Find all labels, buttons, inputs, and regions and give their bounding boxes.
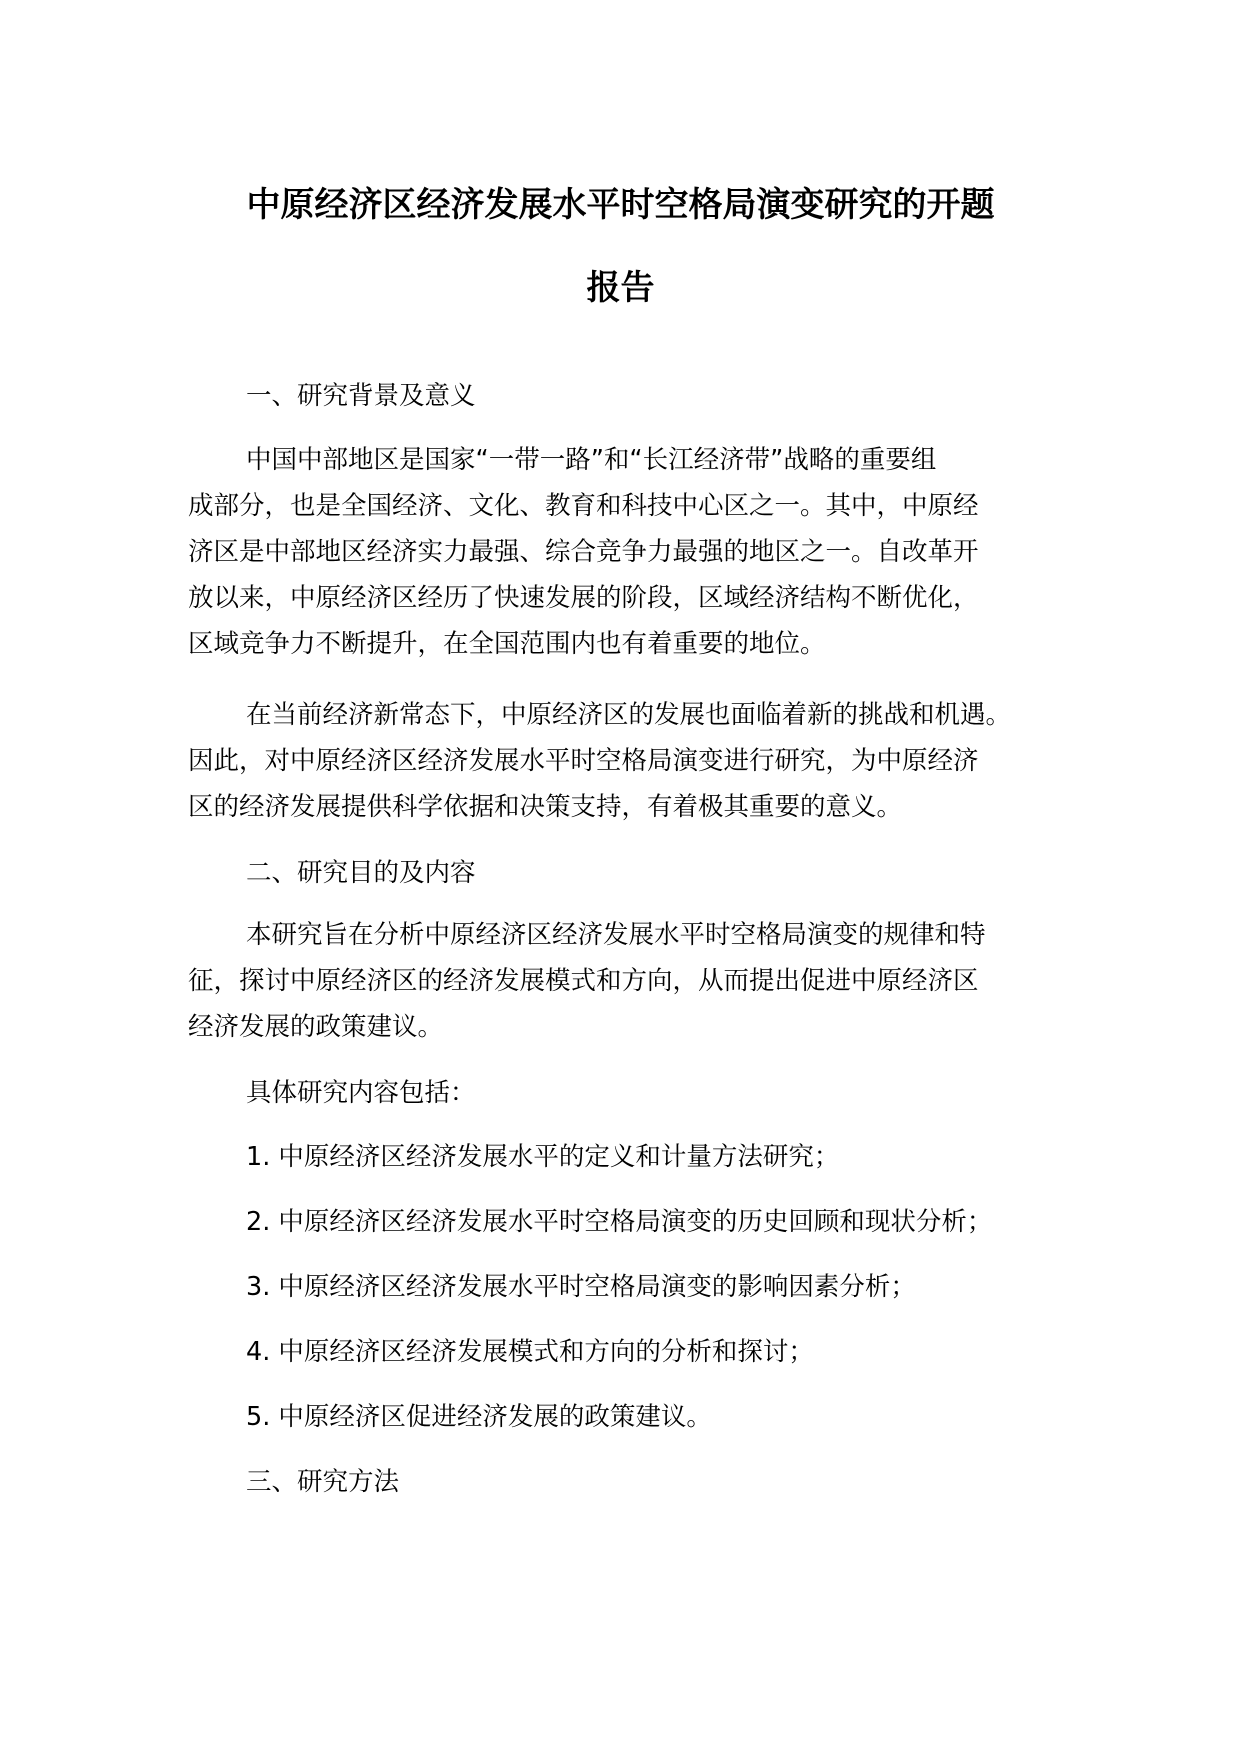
section-2-heading: 二、研究目的及内容 xyxy=(246,858,476,888)
paragraph-line: 放以来，中原经济区经历了快速发展的阶段，区域经济结构不断优化， xyxy=(188,583,979,613)
list-item: 3. 中原经济区经济发展水平时空格局演变的影响因素分析； xyxy=(246,1272,916,1302)
paragraph-line: 在当前经济新常态下，中原经济区的发展也面临着新的挑战和机遇。 xyxy=(246,700,1012,730)
paragraph-line: 区域竞争力不断提升，在全国范围内也有着重要的地位。 xyxy=(188,629,826,659)
document-title-line-1: 中原经济区经济发展水平时空格局演变研究的开题 xyxy=(246,185,995,225)
paragraph-line: 本研究旨在分析中原经济区经济发展水平时空格局演变的规律和特 xyxy=(246,920,986,950)
section-1-paragraph-2 xyxy=(188,692,1088,830)
section-2-intro: 具体研究内容包括： xyxy=(246,1078,476,1108)
list-item: 4. 中原经济区经济发展模式和方向的分析和探讨； xyxy=(246,1337,814,1367)
list-item: 2. 中原经济区经济发展水平时空格局演变的历史回顾和现状分析； xyxy=(246,1207,993,1237)
paragraph-line: 因此，对中原经济区经济发展水平时空格局演变进行研究，为中原经济 xyxy=(188,746,979,776)
paragraph-line: 征，探讨中原经济区的经济发展模式和方向，从而提出促进中原经济区 xyxy=(188,966,979,996)
section-1-paragraph-1 xyxy=(188,437,1088,667)
section-1-heading: 一、研究背景及意义 xyxy=(246,381,476,411)
paragraph-line: 区的经济发展提供科学依据和决策支持，有着极其重要的意义。 xyxy=(188,792,903,822)
section-3-heading: 三、研究方法 xyxy=(246,1467,400,1497)
list-item: 5. 中原经济区促进经济发展的政策建议。 xyxy=(246,1402,712,1432)
paragraph-line: 经济发展的政策建议。 xyxy=(188,1012,444,1042)
paragraph-line: 中国中部地区是国家“一带一路”和“长江经济带”战略的重要组 xyxy=(246,445,937,475)
paragraph-line: 济区是中部地区经济实力最强、综合竞争力最强的地区之一。自改革开 xyxy=(188,537,979,567)
list-item: 1. 中原经济区经济发展水平的定义和计量方法研究； xyxy=(246,1142,840,1172)
section-2-paragraph-1 xyxy=(188,912,1088,1050)
paragraph-line: 成部分，也是全国经济、文化、教育和科技中心区之一。其中，中原经 xyxy=(188,491,979,521)
document-title-line-2: 报告 xyxy=(586,268,655,308)
